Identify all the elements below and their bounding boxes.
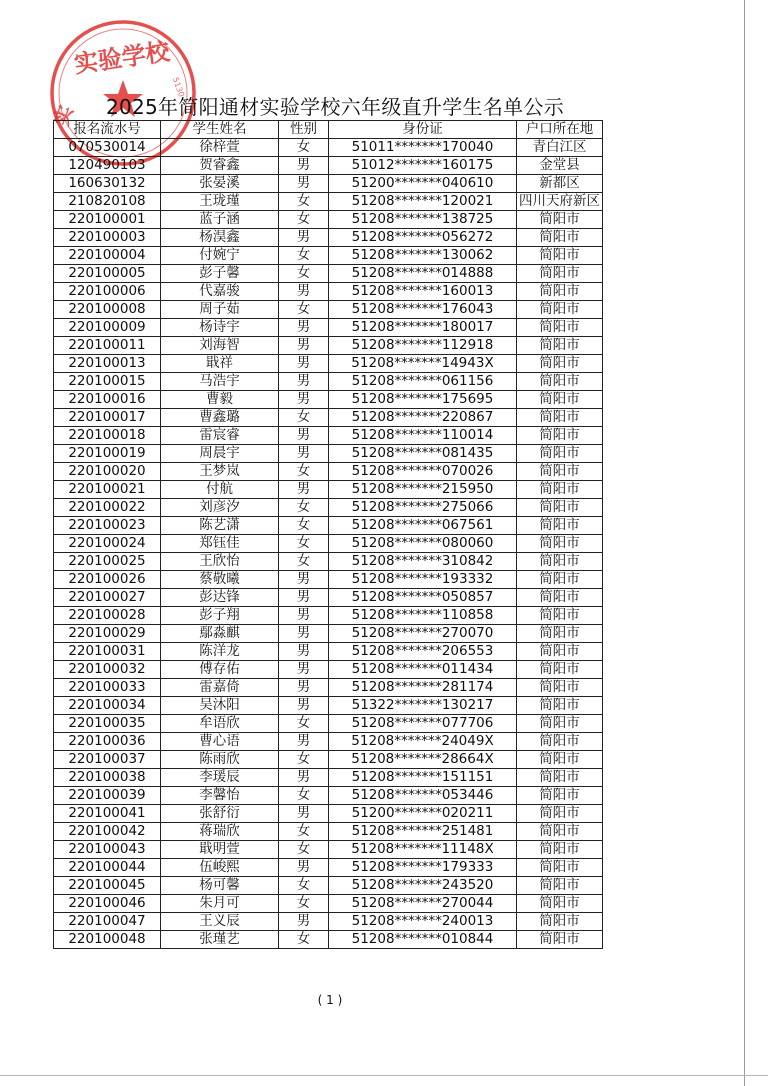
cell-id-card: 51208*******193332 — [329, 571, 517, 589]
cell-registration-no: 160630132 — [54, 175, 161, 193]
cell-id-card: 51208*******053446 — [329, 787, 517, 805]
cell-registration-no: 220100021 — [54, 481, 161, 499]
table-row — [54, 319, 603, 337]
cell-registration-no: 220100039 — [54, 787, 161, 805]
cell-registration-no: 220100032 — [54, 661, 161, 679]
cell-household-registration: 简阳市 — [517, 499, 603, 517]
table-row — [54, 787, 603, 805]
cell-registration-no: 220100026 — [54, 571, 161, 589]
cell-registration-no: 220100006 — [54, 283, 161, 301]
cell-gender: 男 — [279, 733, 329, 751]
cell-student-name: 牟语欣 — [161, 715, 279, 733]
cell-gender: 男 — [279, 319, 329, 337]
cell-registration-no: 220100047 — [54, 913, 161, 931]
table-row — [54, 643, 603, 661]
cell-id-card: 51208*******310842 — [329, 553, 517, 571]
cell-registration-no: 220100017 — [54, 409, 161, 427]
cell-student-name: 刘彦汐 — [161, 499, 279, 517]
table-row — [54, 355, 603, 373]
table-row — [54, 805, 603, 823]
cell-id-card: 51208*******275066 — [329, 499, 517, 517]
table-row — [54, 895, 603, 913]
cell-id-card: 51208*******151151 — [329, 769, 517, 787]
cell-household-registration: 新都区 — [517, 175, 603, 193]
cell-id-card: 51208*******050857 — [329, 589, 517, 607]
table-row — [54, 463, 603, 481]
cell-student-name: 陈艺潇 — [161, 517, 279, 535]
cell-household-registration: 简阳市 — [517, 913, 603, 931]
cell-student-name: 李瑗辰 — [161, 769, 279, 787]
cell-gender: 男 — [279, 589, 329, 607]
cell-registration-no: 220100016 — [54, 391, 161, 409]
cell-household-registration: 简阳市 — [517, 625, 603, 643]
cell-student-name: 周晨宇 — [161, 445, 279, 463]
cell-gender: 男 — [279, 175, 329, 193]
cell-student-name: 彭子馨 — [161, 265, 279, 283]
cell-gender: 男 — [279, 445, 329, 463]
cell-household-registration: 简阳市 — [517, 571, 603, 589]
table-row — [54, 265, 603, 283]
cell-id-card: 51208*******056272 — [329, 229, 517, 247]
table-row — [54, 499, 603, 517]
table-row — [54, 625, 603, 643]
cell-registration-no: 220100023 — [54, 517, 161, 535]
svg-text:实: 实 — [48, 102, 79, 130]
cell-id-card: 51208*******270070 — [329, 625, 517, 643]
cell-household-registration: 简阳市 — [517, 841, 603, 859]
cell-household-registration: 简阳市 — [517, 247, 603, 265]
cell-id-card: 51208*******240013 — [329, 913, 517, 931]
cell-household-registration: 简阳市 — [517, 859, 603, 877]
cell-id-card: 51208*******24049X — [329, 733, 517, 751]
cell-gender: 女 — [279, 895, 329, 913]
cell-gender: 男 — [279, 913, 329, 931]
table-row — [54, 283, 603, 301]
cell-id-card: 51208*******180017 — [329, 319, 517, 337]
cell-registration-no: 220100029 — [54, 625, 161, 643]
cell-household-registration: 简阳市 — [517, 787, 603, 805]
header-gender: 性别 — [279, 121, 329, 139]
cell-registration-no: 220100044 — [54, 859, 161, 877]
cell-id-card: 51208*******081435 — [329, 445, 517, 463]
cell-student-name: 杨可馨 — [161, 877, 279, 895]
cell-id-card: 51208*******120021 — [329, 193, 517, 211]
table-row — [54, 697, 603, 715]
cell-gender: 女 — [279, 265, 329, 283]
cell-gender: 女 — [279, 751, 329, 769]
cell-household-registration: 简阳市 — [517, 661, 603, 679]
cell-id-card: 51208*******011434 — [329, 661, 517, 679]
cell-registration-no: 220100034 — [54, 697, 161, 715]
cell-student-name: 李馨怡 — [161, 787, 279, 805]
cell-household-registration: 简阳市 — [517, 301, 603, 319]
cell-student-name: 马浩宇 — [161, 373, 279, 391]
table-row — [54, 157, 603, 175]
cell-household-registration: 简阳市 — [517, 697, 603, 715]
header-id-card: 身份证 — [329, 121, 517, 139]
cell-household-registration: 简阳市 — [517, 715, 603, 733]
cell-registration-no: 220100003 — [54, 229, 161, 247]
cell-registration-no: 220100009 — [54, 319, 161, 337]
cell-registration-no: 220100013 — [54, 355, 161, 373]
cell-student-name: 蒋瑞欣 — [161, 823, 279, 841]
cell-student-name: 张晏溪 — [161, 175, 279, 193]
table-row — [54, 445, 603, 463]
cell-household-registration: 简阳市 — [517, 679, 603, 697]
cell-student-name: 彭达锋 — [161, 589, 279, 607]
table-row — [54, 301, 603, 319]
cell-household-registration: 简阳市 — [517, 355, 603, 373]
cell-student-name: 陈洋龙 — [161, 643, 279, 661]
cell-id-card: 51208*******067561 — [329, 517, 517, 535]
cell-registration-no: 220100018 — [54, 427, 161, 445]
cell-registration-no: 220100035 — [54, 715, 161, 733]
cell-student-name: 张瑾艺 — [161, 931, 279, 949]
cell-gender: 男 — [279, 481, 329, 499]
cell-household-registration: 简阳市 — [517, 229, 603, 247]
cell-household-registration: 简阳市 — [517, 211, 603, 229]
table-header-row — [54, 121, 603, 139]
cell-student-name: 王欣怡 — [161, 553, 279, 571]
cell-registration-no: 220100045 — [54, 877, 161, 895]
cell-gender: 男 — [279, 643, 329, 661]
cell-student-name: 朱月可 — [161, 895, 279, 913]
cell-registration-no: 220100037 — [54, 751, 161, 769]
cell-id-card: 51208*******206553 — [329, 643, 517, 661]
cell-registration-no: 220100046 — [54, 895, 161, 913]
cell-registration-no: 220100048 — [54, 931, 161, 949]
header-registration-no: 报名流水号 — [54, 121, 161, 139]
cell-household-registration: 简阳市 — [517, 517, 603, 535]
table-row — [54, 373, 603, 391]
cell-registration-no: 220100036 — [54, 733, 161, 751]
table-row — [54, 337, 603, 355]
cell-student-name: 刘海智 — [161, 337, 279, 355]
cell-gender: 男 — [279, 427, 329, 445]
cell-student-name: 戢祥 — [161, 355, 279, 373]
table-row — [54, 841, 603, 859]
cell-id-card: 51208*******110014 — [329, 427, 517, 445]
cell-student-name: 付婉宁 — [161, 247, 279, 265]
cell-student-name: 徐梓萱 — [161, 139, 279, 157]
cell-gender: 男 — [279, 805, 329, 823]
cell-student-name: 代嘉骏 — [161, 283, 279, 301]
cell-id-card: 51208*******077706 — [329, 715, 517, 733]
cell-id-card: 51208*******061156 — [329, 373, 517, 391]
cell-gender: 男 — [279, 391, 329, 409]
table-row — [54, 571, 603, 589]
cell-id-card: 51208*******080060 — [329, 535, 517, 553]
table-row — [54, 535, 603, 553]
cell-registration-no: 210820108 — [54, 193, 161, 211]
cell-household-registration: 简阳市 — [517, 607, 603, 625]
cell-student-name: 周子茹 — [161, 301, 279, 319]
cell-gender: 女 — [279, 931, 329, 949]
cell-gender: 男 — [279, 355, 329, 373]
cell-id-card: 51208*******220867 — [329, 409, 517, 427]
cell-student-name: 付航 — [161, 481, 279, 499]
cell-student-name: 曹鑫璐 — [161, 409, 279, 427]
cell-id-card: 51208*******070026 — [329, 463, 517, 481]
cell-id-card: 51208*******11148X — [329, 841, 517, 859]
cell-id-card: 51208*******175695 — [329, 391, 517, 409]
cell-id-card: 51200*******040610 — [329, 175, 517, 193]
cell-gender: 女 — [279, 535, 329, 553]
cell-gender: 女 — [279, 499, 329, 517]
table-row — [54, 589, 603, 607]
cell-student-name: 彭子翔 — [161, 607, 279, 625]
cell-student-name: 郑钰佳 — [161, 535, 279, 553]
cell-gender: 女 — [279, 301, 329, 319]
cell-registration-no: 220100001 — [54, 211, 161, 229]
cell-gender: 男 — [279, 769, 329, 787]
cell-household-registration: 简阳市 — [517, 319, 603, 337]
table-row — [54, 661, 603, 679]
cell-gender: 男 — [279, 625, 329, 643]
table-row — [54, 733, 603, 751]
cell-registration-no: 220100015 — [54, 373, 161, 391]
cell-household-registration: 简阳市 — [517, 445, 603, 463]
cell-student-name: 杨淏鑫 — [161, 229, 279, 247]
cell-id-card: 51208*******160013 — [329, 283, 517, 301]
cell-gender: 男 — [279, 679, 329, 697]
cell-gender: 女 — [279, 877, 329, 895]
cell-gender: 女 — [279, 787, 329, 805]
cell-gender: 男 — [279, 337, 329, 355]
cell-registration-no: 220100028 — [54, 607, 161, 625]
cell-household-registration: 简阳市 — [517, 283, 603, 301]
cell-gender: 女 — [279, 715, 329, 733]
table-row — [54, 427, 603, 445]
cell-household-registration: 简阳市 — [517, 751, 603, 769]
cell-student-name: 雷嘉倚 — [161, 679, 279, 697]
cell-id-card: 51208*******138725 — [329, 211, 517, 229]
table-row — [54, 139, 603, 157]
cell-registration-no: 070530014 — [54, 139, 161, 157]
cell-registration-no: 220100027 — [54, 589, 161, 607]
cell-id-card: 51208*******010844 — [329, 931, 517, 949]
cell-gender: 女 — [279, 517, 329, 535]
student-roster-table — [53, 120, 603, 949]
cell-student-name: 雷宸睿 — [161, 427, 279, 445]
cell-household-registration: 简阳市 — [517, 769, 603, 787]
table-row — [54, 931, 603, 949]
cell-student-name: 张舒衍 — [161, 805, 279, 823]
table-row — [54, 859, 603, 877]
cell-gender: 女 — [279, 139, 329, 157]
table-row — [54, 823, 603, 841]
cell-gender: 男 — [279, 373, 329, 391]
svg-text:5130: 5130 — [170, 76, 187, 99]
cell-registration-no: 220100019 — [54, 445, 161, 463]
cell-gender: 女 — [279, 211, 329, 229]
cell-gender: 女 — [279, 553, 329, 571]
table-row — [54, 247, 603, 265]
cell-registration-no: 120490103 — [54, 157, 161, 175]
cell-id-card: 51200*******020211 — [329, 805, 517, 823]
table-row — [54, 679, 603, 697]
cell-gender: 男 — [279, 157, 329, 175]
cell-gender: 男 — [279, 571, 329, 589]
cell-household-registration: 简阳市 — [517, 391, 603, 409]
cell-registration-no: 220100008 — [54, 301, 161, 319]
cell-registration-no: 220100043 — [54, 841, 161, 859]
cell-id-card: 51322*******130217 — [329, 697, 517, 715]
cell-gender: 男 — [279, 661, 329, 679]
cell-gender: 男 — [279, 859, 329, 877]
cell-gender: 男 — [279, 229, 329, 247]
cell-gender: 女 — [279, 193, 329, 211]
table-row — [54, 481, 603, 499]
table-row — [54, 715, 603, 733]
cell-household-registration: 简阳市 — [517, 373, 603, 391]
table-row — [54, 409, 603, 427]
cell-registration-no: 220100024 — [54, 535, 161, 553]
cell-household-registration: 简阳市 — [517, 895, 603, 913]
cell-id-card: 51011*******170040 — [329, 139, 517, 157]
cell-household-registration: 简阳市 — [517, 733, 603, 751]
cell-registration-no: 220100038 — [54, 769, 161, 787]
cell-household-registration: 简阳市 — [517, 409, 603, 427]
cell-gender: 女 — [279, 823, 329, 841]
cell-household-registration: 简阳市 — [517, 535, 603, 553]
cell-id-card: 51208*******112918 — [329, 337, 517, 355]
cell-student-name: 杨诗宇 — [161, 319, 279, 337]
table-row — [54, 553, 603, 571]
cell-id-card: 51208*******281174 — [329, 679, 517, 697]
cell-student-name: 王珑瑾 — [161, 193, 279, 211]
cell-id-card: 51208*******14943X — [329, 355, 517, 373]
cell-student-name: 蓝子涵 — [161, 211, 279, 229]
cell-household-registration: 简阳市 — [517, 589, 603, 607]
header-household-registration: 户口所在地 — [517, 121, 603, 139]
cell-household-registration: 简阳市 — [517, 805, 603, 823]
cell-id-card: 51208*******215950 — [329, 481, 517, 499]
table-row — [54, 211, 603, 229]
cell-student-name: 贺睿鑫 — [161, 157, 279, 175]
cell-student-name: 吴沐阳 — [161, 697, 279, 715]
cell-student-name: 曹毅 — [161, 391, 279, 409]
cell-registration-no: 220100031 — [54, 643, 161, 661]
cell-household-registration: 金堂县 — [517, 157, 603, 175]
cell-registration-no: 220100020 — [54, 463, 161, 481]
cell-registration-no: 220100033 — [54, 679, 161, 697]
header-student-name: 学生姓名 — [161, 121, 279, 139]
cell-student-name: 鄢淼麒 — [161, 625, 279, 643]
table-row — [54, 607, 603, 625]
cell-id-card: 51208*******251481 — [329, 823, 517, 841]
cell-registration-no: 220100042 — [54, 823, 161, 841]
cell-household-registration: 简阳市 — [517, 553, 603, 571]
table-row — [54, 175, 603, 193]
cell-household-registration: 简阳市 — [517, 643, 603, 661]
cell-student-name: 曹心语 — [161, 733, 279, 751]
table-row — [54, 913, 603, 931]
table-row — [54, 193, 603, 211]
cell-household-registration: 简阳市 — [517, 463, 603, 481]
cell-gender: 男 — [279, 607, 329, 625]
page-edge-line — [744, 0, 745, 1086]
cell-household-registration: 简阳市 — [517, 481, 603, 499]
cell-student-name: 王梦岚 — [161, 463, 279, 481]
cell-student-name: 陈雨欣 — [161, 751, 279, 769]
cell-household-registration: 青白江区 — [517, 139, 603, 157]
page-bottom-line — [0, 1075, 768, 1076]
cell-id-card: 51208*******130062 — [329, 247, 517, 265]
table-row — [54, 229, 603, 247]
cell-student-name: 戢明萱 — [161, 841, 279, 859]
cell-gender: 男 — [279, 697, 329, 715]
cell-id-card: 51208*******176043 — [329, 301, 517, 319]
cell-student-name: 蔡敬曦 — [161, 571, 279, 589]
cell-registration-no: 220100041 — [54, 805, 161, 823]
table-row — [54, 769, 603, 787]
svg-text:实验学校: 实验学校 — [72, 37, 172, 79]
table-row — [54, 391, 603, 409]
cell-registration-no: 220100004 — [54, 247, 161, 265]
cell-student-name: 伍峻熙 — [161, 859, 279, 877]
cell-id-card: 51208*******270044 — [329, 895, 517, 913]
cell-gender: 女 — [279, 409, 329, 427]
document-title: 2025年简阳通材实验学校六年级直升学生名单公示 — [105, 95, 565, 119]
cell-id-card: 51208*******243520 — [329, 877, 517, 895]
cell-gender: 女 — [279, 463, 329, 481]
cell-gender: 女 — [279, 247, 329, 265]
cell-id-card: 51012*******160175 — [329, 157, 517, 175]
cell-household-registration: 简阳市 — [517, 337, 603, 355]
cell-household-registration: 简阳市 — [517, 931, 603, 949]
cell-household-registration: 四川天府新区 — [517, 193, 603, 211]
cell-student-name: 傅存佑 — [161, 661, 279, 679]
page-number: ( 1 ) — [317, 993, 343, 1007]
cell-gender: 女 — [279, 841, 329, 859]
cell-household-registration: 简阳市 — [517, 877, 603, 895]
cell-registration-no: 220100011 — [54, 337, 161, 355]
cell-student-name: 王义辰 — [161, 913, 279, 931]
cell-registration-no: 220100025 — [54, 553, 161, 571]
cell-id-card: 51208*******014888 — [329, 265, 517, 283]
cell-gender: 男 — [279, 283, 329, 301]
table-row — [54, 517, 603, 535]
cell-id-card: 51208*******179333 — [329, 859, 517, 877]
cell-household-registration: 简阳市 — [517, 265, 603, 283]
cell-household-registration: 简阳市 — [517, 427, 603, 445]
cell-id-card: 51208*******110858 — [329, 607, 517, 625]
cell-registration-no: 220100005 — [54, 265, 161, 283]
cell-id-card: 51208*******28664X — [329, 751, 517, 769]
cell-registration-no: 220100022 — [54, 499, 161, 517]
table-row — [54, 877, 603, 895]
cell-household-registration: 简阳市 — [517, 823, 603, 841]
table-row — [54, 751, 603, 769]
